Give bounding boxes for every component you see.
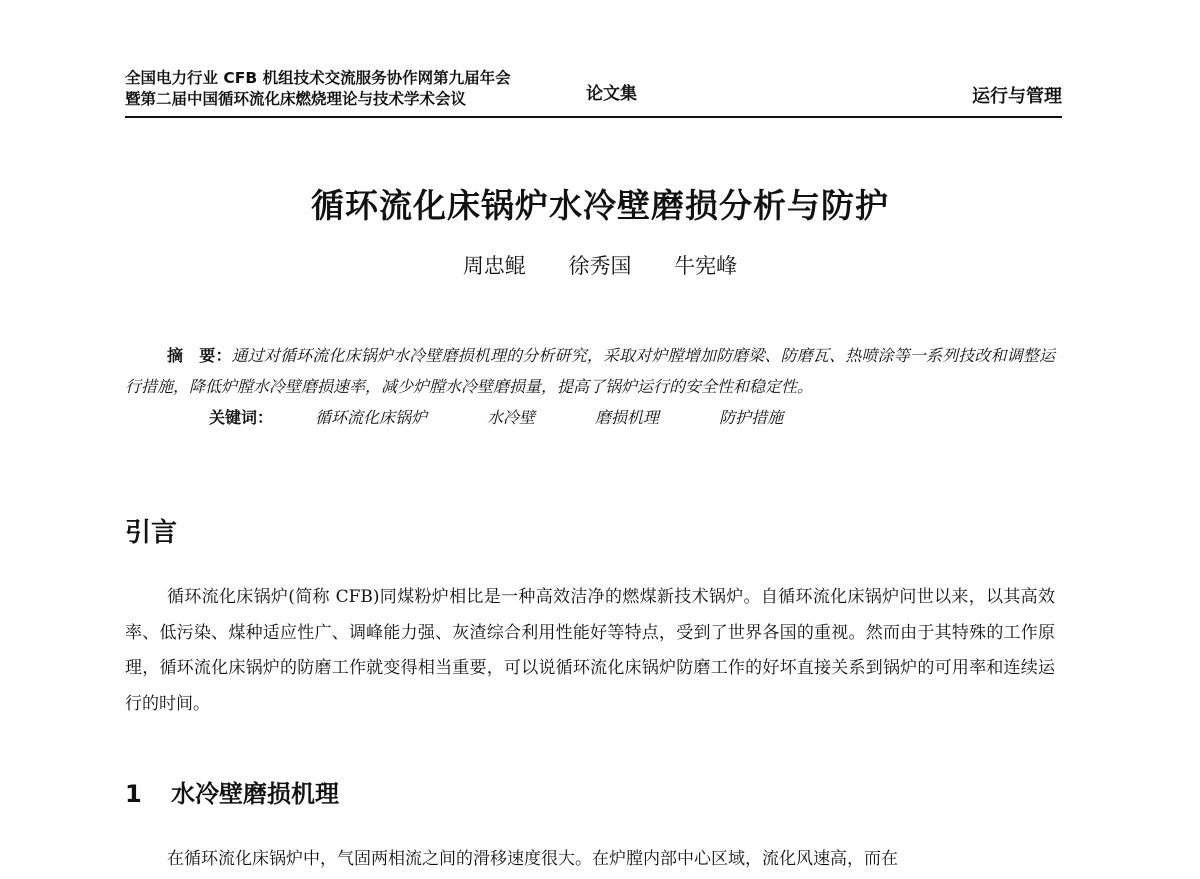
keyword: 循环流化床锅炉 [315,408,428,427]
conference-line-1: 全国电力行业 CFB 机组技术交流服务协作网第九届年会 [125,69,511,87]
author-name: 徐秀国 [568,254,632,278]
keywords-label: 关键词： [209,408,274,427]
author-name: 周忠鲲 [462,254,526,278]
keywords-line [125,402,1055,433]
section-title: 水冷壁磨损机理 [171,780,339,808]
section-1-body [125,842,1055,878]
author-name: 牛宪峰 [674,254,738,278]
paper-title: 循环流化床锅炉水冷壁磨损分析与防护 [311,186,889,225]
section-1-paragraph: 在循环流化床锅炉中，气固两相流之间的滑移速度很大。在炉膛内部中心区域，流化风速高，而在 [167,849,898,869]
abstract-block [125,340,1055,433]
intro-body [125,580,1055,722]
abstract-label: 摘 要： [167,346,232,365]
author-list [0,250,1200,280]
abstract-paragraph [125,340,1055,402]
section-number: 1 [125,780,142,808]
keyword: 水冷壁 [487,408,536,427]
keyword: 磨损机理 [595,408,660,427]
running-header [125,68,1062,118]
section-1-heading [125,774,339,809]
conference-line-2: 暨第二届中国循环流化床燃烧理论与技术学术会议 [125,90,467,108]
section-category: 运行与管理 [972,86,1062,107]
proceedings-label: 论文集 [586,84,637,104]
intro-heading: 引言 [125,518,178,548]
conference-name [125,68,511,110]
keyword: 防护措施 [719,408,784,427]
abstract-text: 通过对循环流化床锅炉水冷壁磨损机理的分析研究，采取对炉膛增加防磨梁、防磨瓦、热喷涂等一系列技改和调整运行措施，降低炉膛水冷壁磨损速率，减少炉膛水冷壁磨损量，提高了锅炉运行的安全性和稳定性。 [125,346,1055,396]
intro-paragraph: 循环流化床锅炉(简称 CFB)同煤粉炉相比是一种高效洁净的燃煤新技术锅炉。自循环流化床锅炉问世以来，以其高效率、低污染、煤种适应性广、调峰能力强、灰渣综合利用性能好等特点，受到了世界各国的重视。然而由于其特殊的工作原理，循环流化床锅炉的防磨工作就变得相当重要，可以说循环流化床锅炉防磨工作的好坏直接关系到锅炉的可用率和连续运行的时间。 [125,587,1055,714]
